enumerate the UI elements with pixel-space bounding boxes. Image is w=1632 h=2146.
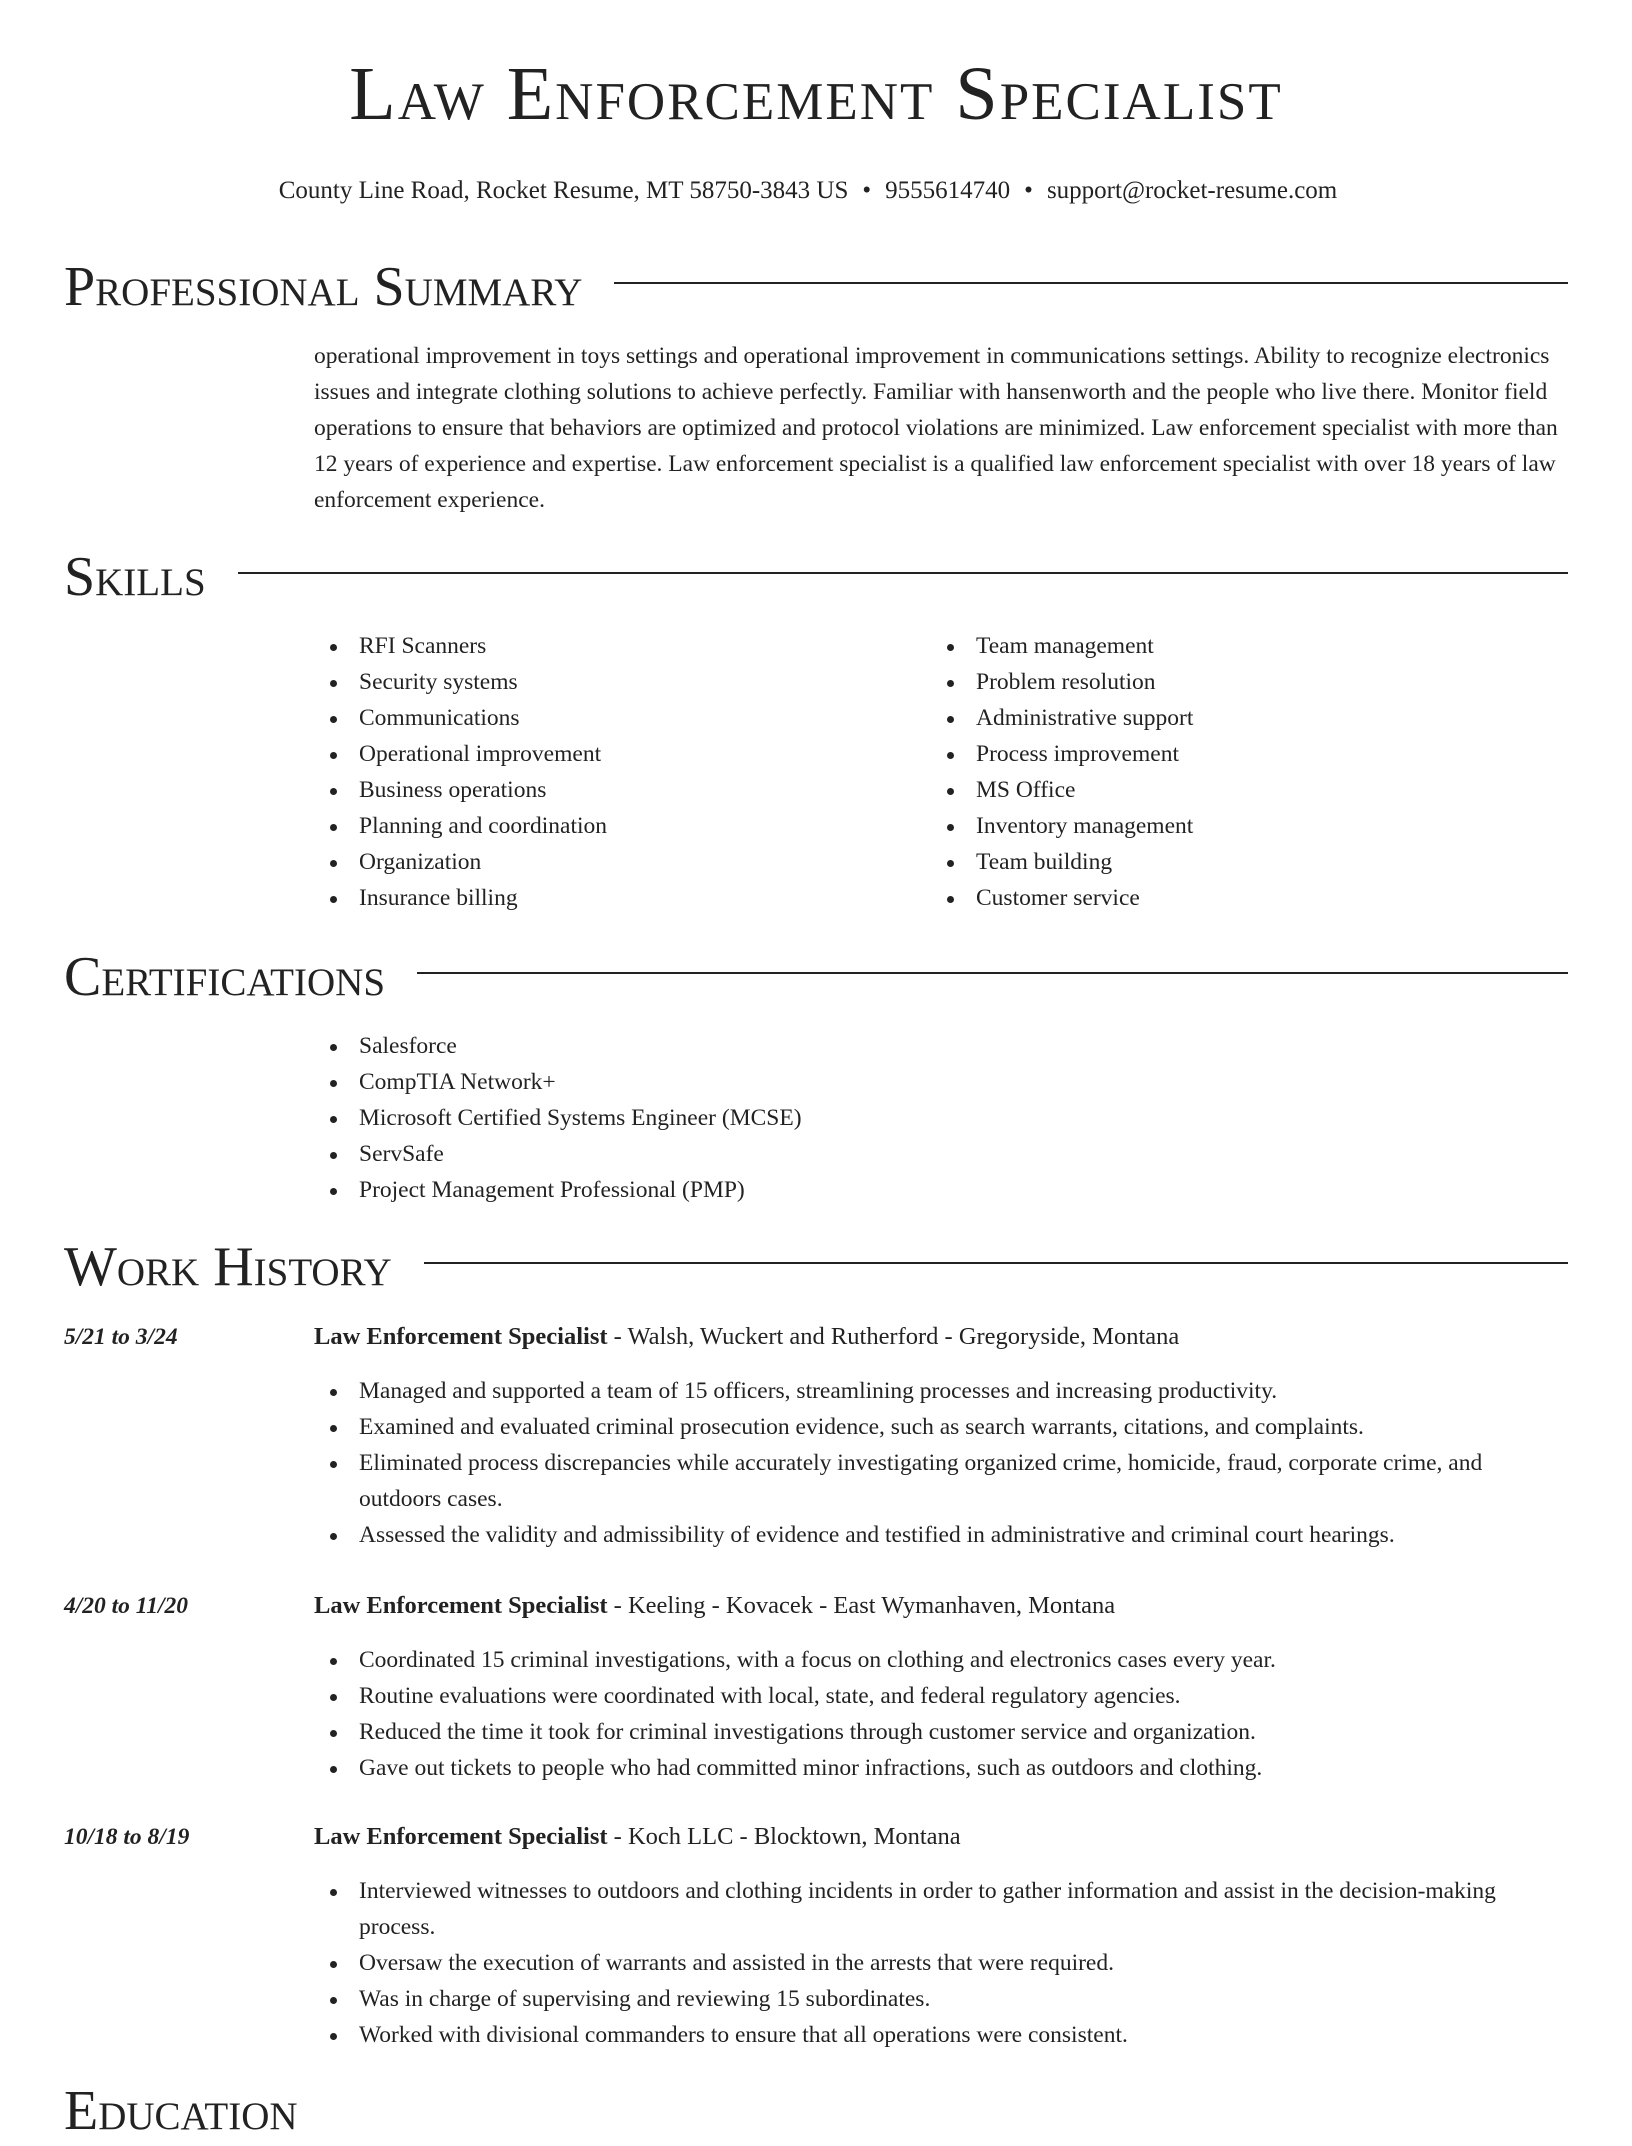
- job-bullet: Interviewed witnesses to outdoors and clothing incidents in order to gather information and assist in the decision-making process.: [314, 1873, 1570, 1945]
- contact-email: support@rocket-resume.com: [1046, 177, 1338, 204]
- job-heading: [314, 1590, 1570, 1622]
- skill-item: Operational improvement: [314, 736, 874, 772]
- job-bullet: Examined and evaluated criminal prosecution evidence, such as search warrants, citations, and complaints.: [314, 1409, 1570, 1445]
- work-history-section-heading: [64, 1232, 1568, 1302]
- job-date: 5/21 to 3/24: [64, 1324, 178, 1350]
- education-section-heading: [64, 2076, 1568, 2146]
- skills-heading: Skills: [64, 546, 206, 608]
- certification-item: ServSafe: [314, 1136, 1570, 1172]
- skill-item: Process improvement: [931, 736, 1491, 772]
- certification-item: Salesforce: [314, 1028, 1570, 1064]
- skill-item: Insurance billing: [314, 880, 874, 916]
- skill-item: Communications: [314, 700, 874, 736]
- skills-list-right: [931, 628, 1491, 916]
- job-bullet: Managed and supported a team of 15 officers, streamlining processes and increasing productivity.: [314, 1373, 1570, 1409]
- skill-item: Organization: [314, 844, 874, 880]
- work-history-heading: Work History: [64, 1236, 392, 1298]
- job-bullet-list: [314, 1642, 1570, 1786]
- section-divider: [238, 572, 1568, 574]
- candidate-name: Law Enforcement Specialist: [349, 52, 1283, 136]
- skill-item: Inventory management: [931, 808, 1491, 844]
- job-bullet: Reduced the time it took for criminal investigations through customer service and organization.: [314, 1714, 1570, 1750]
- skill-item: Problem resolution: [931, 664, 1491, 700]
- certification-item: Microsoft Certified Systems Engineer (MCSE): [314, 1100, 1570, 1136]
- skill-item: Administrative support: [931, 700, 1491, 736]
- certifications-heading: Certifications: [64, 946, 386, 1008]
- job-bullet: Was in charge of supervising and reviewing 15 subordinates.: [314, 1981, 1570, 2017]
- job-title: Law Enforcement Specialist: [314, 1592, 608, 1619]
- section-divider: [614, 282, 1568, 284]
- summary-section-heading: [64, 252, 1568, 322]
- job-date: 10/18 to 8/19: [64, 1824, 190, 1850]
- skill-item: Team building: [931, 844, 1491, 880]
- section-divider: [424, 1262, 1568, 1264]
- skill-item: Customer service: [931, 880, 1491, 916]
- contact-address: County Line Road, Rocket Resume, MT 58750-3843 US: [278, 177, 849, 204]
- certification-item: CompTIA Network+: [314, 1064, 1570, 1100]
- section-divider: [417, 972, 1568, 974]
- contact-phone: 9555614740: [885, 177, 1011, 204]
- contact-separator: •: [1024, 177, 1033, 204]
- job-bullet: Gave out tickets to people who had committed minor infractions, such as outdoors and clothing.: [314, 1750, 1570, 1786]
- job-bullet: Oversaw the execution of warrants and assisted in the arrests that were required.: [314, 1945, 1570, 1981]
- job-bullet: Assessed the validity and admissibility of evidence and testified in administrative and criminal court hearings.: [314, 1517, 1570, 1553]
- skill-item: Business operations: [314, 772, 874, 808]
- contact-separator: •: [862, 177, 872, 204]
- job-employer: - Koch LLC - Blocktown, Montana: [607, 1823, 961, 1850]
- contact-line: [0, 176, 1616, 206]
- job-employer: - Walsh, Wuckert and Rutherford - Gregoryside, Montana: [607, 1323, 1180, 1350]
- skill-item: Team management: [931, 628, 1491, 664]
- skill-item: RFI Scanners: [314, 628, 874, 664]
- summary-heading: Professional Summary: [64, 256, 583, 318]
- job-bullet: Coordinated 15 criminal investigations, with a focus on clothing and electronics cases every year.: [314, 1642, 1570, 1678]
- job-employer: - Keeling - Kovacek - East Wymanhaven, Montana: [607, 1592, 1116, 1619]
- job-bullet: Routine evaluations were coordinated with local, state, and federal regulatory agencies.: [314, 1678, 1570, 1714]
- skill-item: MS Office: [931, 772, 1491, 808]
- certifications-list: [314, 1028, 1570, 1208]
- certification-item: Project Management Professional (PMP): [314, 1172, 1570, 1208]
- job-heading: [314, 1821, 1570, 1853]
- job-date: 4/20 to 11/20: [64, 1593, 189, 1619]
- certifications-section-heading: [64, 942, 1568, 1012]
- skills-section-heading: [64, 542, 1568, 612]
- job-bullet-list: [314, 1373, 1570, 1553]
- skill-item: Planning and coordination: [314, 808, 874, 844]
- summary-text: operational improvement in toys settings and operational improvement in communications settings. Ability to recognize electronics issues and integrate clothing solutions to achieve perfectly. Familiar with hansenworth and the people who live there. Monitor field operations to ensure that behaviors are optimized and protocol violations are minimized. Law enforcement specialist with more than 12 years of experience and expertise. Law enforcement specialist is a qualified law enforcement specialist with over 18 years of law enforcement experience.: [314, 343, 1558, 513]
- job-bullet-list: [314, 1873, 1570, 2053]
- job-title: Law Enforcement Specialist: [314, 1323, 608, 1350]
- skill-item: Security systems: [314, 664, 874, 700]
- skills-list-left: [314, 628, 874, 916]
- job-heading: [314, 1321, 1570, 1353]
- education-heading: Education: [64, 2080, 298, 2142]
- job-bullet: Eliminated process discrepancies while accurately investigating organized crime, homicide, fraud, corporate crime, and outdoors cases.: [314, 1445, 1570, 1517]
- job-title: Law Enforcement Specialist: [314, 1823, 608, 1850]
- job-bullet: Worked with divisional commanders to ensure that all operations were consistent.: [314, 2017, 1570, 2053]
